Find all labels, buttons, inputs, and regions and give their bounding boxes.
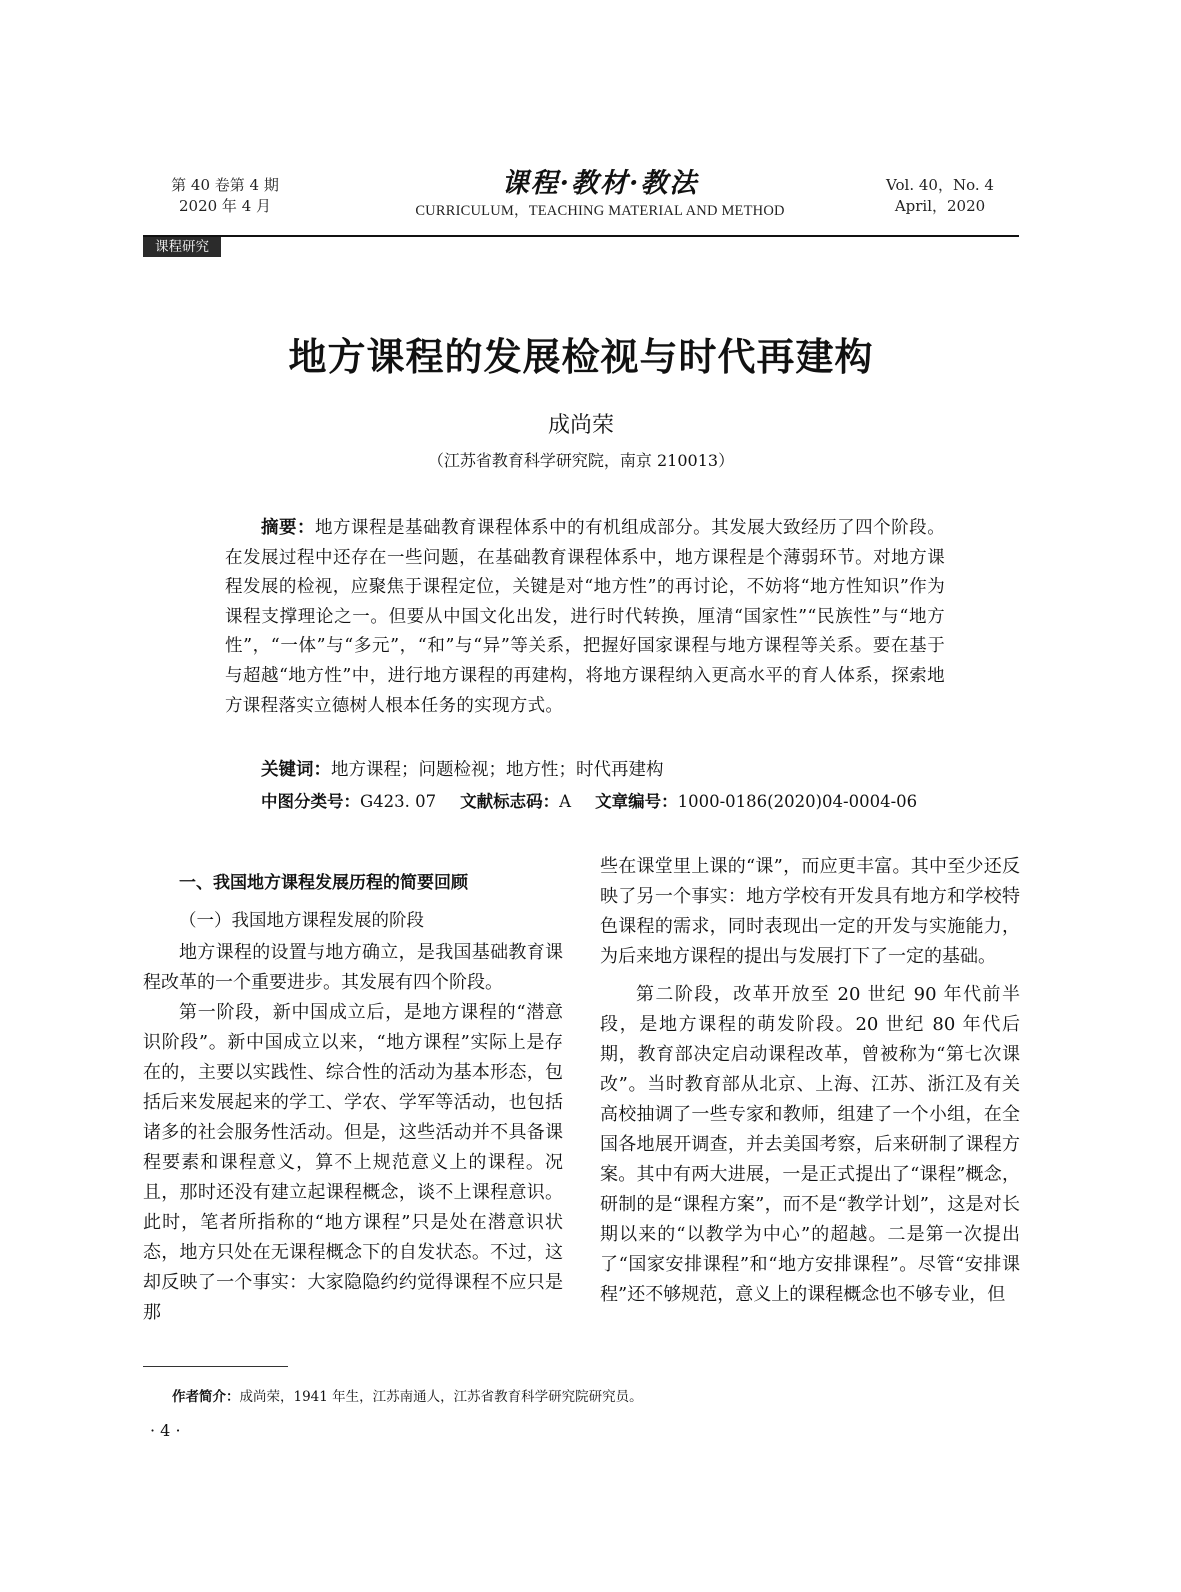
section-heading-1: 一、我国地方课程发展历程的简要回顾 bbox=[179, 873, 468, 893]
keywords-text: 地方课程；问题检视；地方性；时代再建构 bbox=[331, 760, 664, 780]
abstract bbox=[225, 514, 945, 721]
footnote-label: 作者简介： bbox=[172, 1389, 240, 1405]
body-paragraph: 些在课堂里上课的“课”，而应更丰富。其中至少还反映了另一个事实：地方学校有开发具有地方和学校特色课程的需求，同时表现出一定的开发与实施能力，为后来地方课程的提出与发展打下了一定的基础。 bbox=[600, 856, 1020, 967]
subsection-heading-1: （一）我国地方课程发展的阶段 bbox=[179, 911, 424, 931]
article-no-value: 1000-0186(2020)04-0004-06 bbox=[677, 792, 918, 811]
keywords bbox=[261, 756, 961, 781]
section-tag: 课程研究 bbox=[143, 237, 221, 257]
doc-code-value: A bbox=[559, 792, 572, 811]
doc-code-label: 文献标志码： bbox=[460, 792, 560, 811]
body-column-right bbox=[600, 852, 1020, 1310]
article-author: 成尚荣 bbox=[547, 413, 614, 438]
article-affiliation: （江苏省教育科学研究院，南京 210013） bbox=[427, 451, 735, 470]
journal-title-en: CURRICULUM，TEACHING MATERIAL AND METHOD bbox=[415, 203, 785, 219]
header-volume-cn-block bbox=[160, 175, 290, 217]
header-date-en: April，2020 bbox=[894, 197, 986, 215]
header-date-cn: 2020 年 4 月 bbox=[178, 197, 272, 215]
abstract-text: 地方课程是基础教育课程体系中的有机组成部分。其发展大致经历了四个阶段。在发展过程中还存在一些问题，在基础教育课程体系中，地方课程是个薄弱环节。对地方课程发展的检视，应聚焦于课程定位，关键是对“地方性”的再讨论，不妨将“地方性知识”作为课程支撑理论之一。但要从中国文化出发，进行时代转换，厘清“国家性”“民族性”与“地方性”，“一体”与“多元”，“和”与“异”等关系，把握好国家课程与地方课程等关系。要在基于与超越“地方性”中，进行地方课程的再建构，将地方课程纳入更高水平的育人体系，探索地方课程落实立德树人根本任务的实现方式。 bbox=[225, 518, 945, 716]
header-volume-cn: 第 40 卷第 4 期 bbox=[171, 176, 279, 194]
header-volume-en: Vol. 40，No. 4 bbox=[886, 176, 994, 194]
author-footnote bbox=[172, 1385, 992, 1405]
body-paragraph: 第一阶段，新中国成立后，是地方课程的“潜意识阶段”。新中国成立以来，“地方课程”实际上是存在的，主要以实践性、综合性的活动为基本形态，包括后来发展起来的学工、学农、学军等活动，也包括诸多的社会服务性活动。但是，这些活动并不具备课程要素和课程意义，算不上规范意义上的课程。况且，那时还没有建立起课程概念，谈不上课程意识。此时，笔者所指称的“地方课程”只是处在潜意识状态，地方只处在无课程概念下的自发状态。不过，这却反映了一个事实：大家隐隐约约觉得课程不应只是那 bbox=[143, 1002, 563, 1323]
header-rule bbox=[143, 235, 1019, 237]
classification-line bbox=[261, 788, 981, 812]
footnote-text: 成尚荣，1941 年生，江苏南通人，江苏省教育科学研究院研究员。 bbox=[239, 1389, 643, 1405]
clc-label: 中图分类号： bbox=[261, 792, 360, 811]
body-paragraph: 地方课程的设置与地方确立，是我国基础教育课程改革的一个重要进步。其发展有四个阶段。 bbox=[143, 942, 563, 993]
keywords-label: 关键词： bbox=[261, 760, 331, 780]
header-volume-en-block bbox=[870, 175, 1010, 217]
journal-title-cn: 课程·教材·教法 bbox=[501, 168, 699, 199]
page-number: · 4 · bbox=[150, 1421, 181, 1440]
clc-value: G423. 07 bbox=[360, 792, 437, 811]
abstract-label: 摘要： bbox=[261, 518, 316, 538]
footnote-rule bbox=[143, 1366, 288, 1367]
article-title: 地方课程的发展检视与时代再建构 bbox=[288, 335, 874, 379]
body-paragraph: 第二阶段，改革开放至 20 世纪 90 年代前半段，是地方课程的萌发阶段。20 世纪 80 年代后期，教育部决定启动课程改革，曾被称为“第七次课改”。当时教育部从北京、上海、江苏、浙江及有关高校抽调了一些专家和教师，组建了一个小组，在全国各地展开调查，并去美国考察，后来研制了课程方案。其中有两大进展，一是正式提出了“课程”概念，研制的是“课程方案”，而不是“教学计划”，这是对长期以来的“以教学为中心”的超越。二是第一次提出了“国家安排课程”和“地方安排课程”。尽管“安排课程”还不够规范，意义上的课程概念也不够专业，但 bbox=[600, 984, 1020, 1305]
body-column-left bbox=[143, 858, 563, 1328]
article-no-label: 文章编号： bbox=[595, 792, 678, 811]
